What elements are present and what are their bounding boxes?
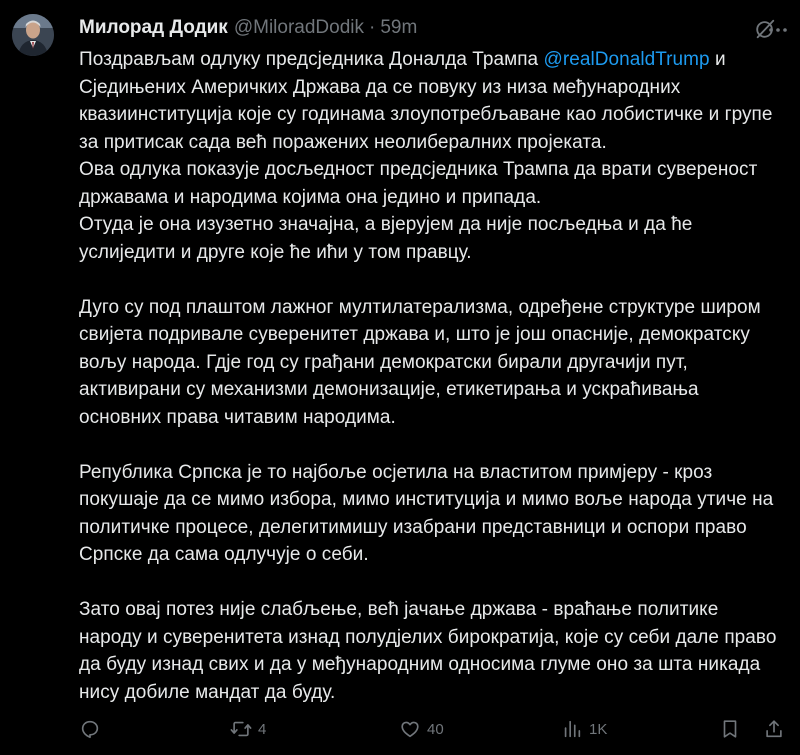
paragraph-4: Зато овај потез није слабљење, већ јачање држава - враћање политике народу и суверенитета изнад полудјелих бирократија, које су себи дале право да буду изнад свих и да у међународним односима глуме оно за шта никада нису добиле мандат да буду. (79, 599, 777, 703)
like-count: 40 (427, 720, 444, 738)
tweet-header (79, 14, 784, 42)
views-chart-icon (561, 718, 583, 740)
tweet-content (79, 14, 784, 706)
separator-dot: · (369, 17, 376, 38)
retweet-button[interactable] (230, 718, 266, 740)
heart-icon (399, 718, 421, 740)
retweet-count: 4 (258, 720, 267, 738)
more-options-icon[interactable] (766, 18, 790, 42)
tweet-text (79, 46, 784, 706)
views-count: 1K (589, 720, 608, 738)
action-bar (79, 714, 784, 744)
bookmark-button[interactable] (719, 718, 741, 740)
paragraph-2: Дуго су под плаштом лажног мултилатерализма, одређене структуре широм свијета подривале суверенитет држава и, што је још опасније, демократску вољу народа. Гдје год су грађани демократски бирали другачији пут, активирани су механизми демонизације, етикетирања и ускраћивања основних права читавим народима. (79, 296, 761, 428)
like-button[interactable] (399, 718, 444, 740)
paragraph-1-end: и Сједињених Америчких Држава да се повуку из низа међународних квазиинституција које су годинама злоупотребљаване као лобистичке и групе за притисак сада већ поражених неолибералних пројеката. (79, 49, 773, 153)
avatar[interactable] (12, 14, 54, 56)
reply-icon (79, 718, 101, 740)
views-button[interactable] (561, 718, 607, 740)
paragraph-3: Република Српска је то најбоље осјетила на властитом примјеру - кроз покушаје да се мимо избора, мимо институција и мимо воље народа утиче на политичке процесе, делегитимишу изабрани представници и оспори право Српске да сама одлучује о себи. (79, 461, 774, 565)
display-name[interactable]: Милорад Додик (79, 17, 228, 38)
handle[interactable]: @MiloradDodik (233, 17, 364, 38)
reply-button[interactable] (79, 718, 107, 740)
retweet-icon (230, 718, 252, 740)
share-icon (763, 718, 785, 740)
paragraph-1-line-3: Отуда је она изузетно значајна, а вјерујем да није посљедња и да ће услиједити и друге које ће ићи у том правцу. (79, 214, 693, 263)
paragraph-1 (79, 46, 784, 156)
timestamp[interactable]: 59m (380, 17, 418, 38)
share-button[interactable] (763, 718, 785, 740)
bookmark-icon (719, 718, 741, 740)
paragraph-1-line-2: Ова одлука показује досљедност предсједника Трампа да врати сувереност државама и народима којима она једино и припада. (79, 159, 758, 208)
paragraph-1-start: Поздрављам одлуку предсједника Доналда Трампа (79, 49, 544, 70)
avatar-portrait-icon (12, 14, 54, 56)
mention-link[interactable]: @realDonaldTrump (543, 49, 710, 70)
